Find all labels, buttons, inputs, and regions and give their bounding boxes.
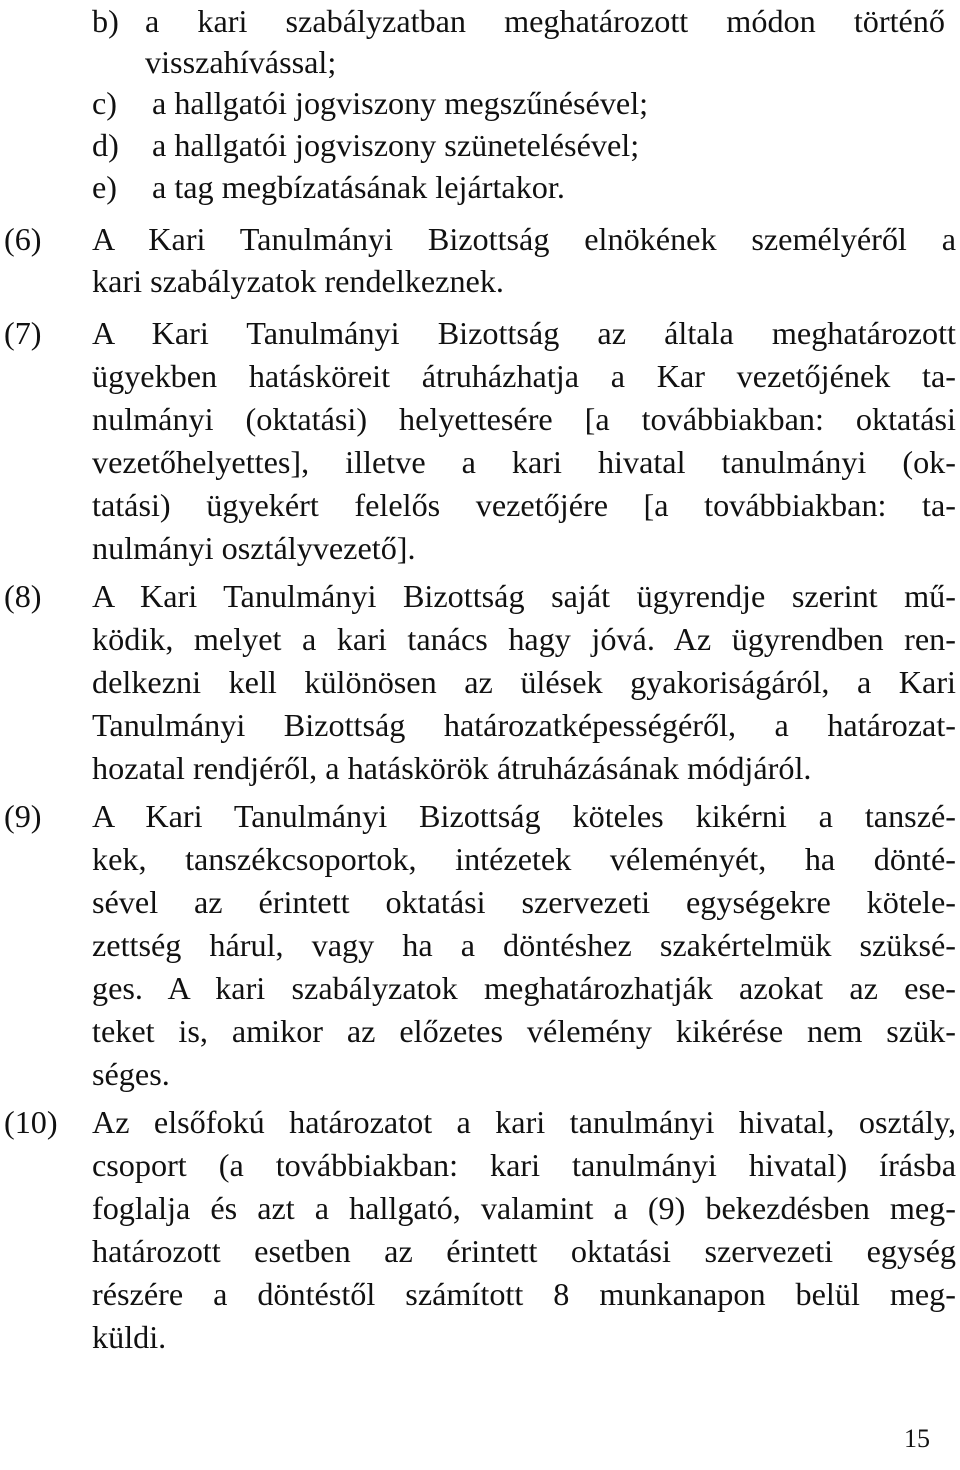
paragraph-line: határozott esetben az érintett oktatási szervezeti egység <box>92 1233 956 1269</box>
paragraph-number: (6) <box>4 221 42 257</box>
list-item-label: e) <box>92 169 118 205</box>
paragraph-line: séges. <box>92 1056 170 1092</box>
list-item-line: visszahívással; <box>145 44 337 80</box>
paragraph-number: (8) <box>4 578 42 614</box>
list-item-label: c) <box>92 85 118 121</box>
paragraph-line: ges. A kari szabályzatok meghatározhatják azokat az ese- <box>92 970 956 1006</box>
paragraph-line: hozatal rendjéről, a hatáskörök átruházásának módjáról. <box>92 750 812 786</box>
paragraph-line: A Kari Tanulmányi Bizottság saját ügyrendje szerint mű- <box>92 578 956 614</box>
page-number: 15 <box>904 1424 930 1453</box>
paragraph-line: teket is, amikor az előzetes vélemény kikérése nem szük- <box>92 1013 956 1049</box>
paragraph-line: ügyekben hatásköreit átruházhatja a Kar vezetőjének ta- <box>92 358 956 394</box>
paragraph-line: delkezni kell különösen az ülések gyakoriságáról, a Kari <box>92 664 956 700</box>
paragraph-line: Az elsőfokú határozatot a kari tanulmányi hivatal, osztály, <box>92 1104 956 1140</box>
paragraph-line: kek, tanszékcsoportok, intézetek véleményét, ha dönté- <box>92 841 956 877</box>
list-item-label: b) <box>92 3 119 39</box>
list-item-line: a hallgatói jogviszony megszűnésével; <box>152 85 649 121</box>
list-item-line: a tag megbízatásának lejártakor. <box>152 169 565 205</box>
paragraph-line: A Kari Tanulmányi Bizottság köteles kikérni a tanszé- <box>92 798 956 834</box>
paragraph-line: zettség hárul, vagy ha a döntéshez szakértelmük szüksé- <box>92 927 956 963</box>
paragraph-number: (9) <box>4 798 42 834</box>
paragraph-number: (7) <box>4 315 42 351</box>
paragraph-line: csoport (a továbbiakban: kari tanulmányi hivatal) írásba <box>92 1147 956 1183</box>
paragraph-number: (10) <box>4 1104 58 1140</box>
paragraph-line: nulmányi (oktatási) helyettesére [a továbbiakban: oktatási <box>92 401 956 437</box>
paragraph-line: részére a döntéstől számított 8 munkanapon belül meg- <box>92 1276 956 1312</box>
paragraph-line: Tanulmányi Bizottság határozatképességéről, a határozat- <box>92 707 956 743</box>
list-item-line: a hallgatói jogviszony szünetelésével; <box>152 127 640 163</box>
list-item-label: d) <box>92 127 119 163</box>
paragraph-line: kari szabályzatok rendelkeznek. <box>92 263 504 299</box>
paragraph-line: vezetőhelyettes], illetve a kari hivatal tanulmányi (ok- <box>92 444 956 480</box>
paragraph-line: nulmányi osztályvezető]. <box>92 530 416 566</box>
paragraph-line: A Kari Tanulmányi Bizottság elnökének személyéről a <box>92 221 956 257</box>
paragraph-line: tatási) ügyekért felelős vezetőjére [a továbbiakban: ta- <box>92 487 956 523</box>
paragraph-line: A Kari Tanulmányi Bizottság az általa meghatározott <box>92 315 956 351</box>
paragraph-line: sével az érintett oktatási szervezeti egységekre kötele- <box>92 884 956 920</box>
list-item-line: a kari szabályzatban meghatározott módon történő <box>145 3 945 39</box>
paragraph-line: küldi. <box>92 1319 167 1355</box>
paragraph-line: foglalja és azt a hallgató, valamint a (9) bekezdésben meg- <box>92 1190 956 1226</box>
paragraph-line: ködik, melyet a kari tanács hagy jóvá. Az ügyrendben ren- <box>92 621 956 657</box>
